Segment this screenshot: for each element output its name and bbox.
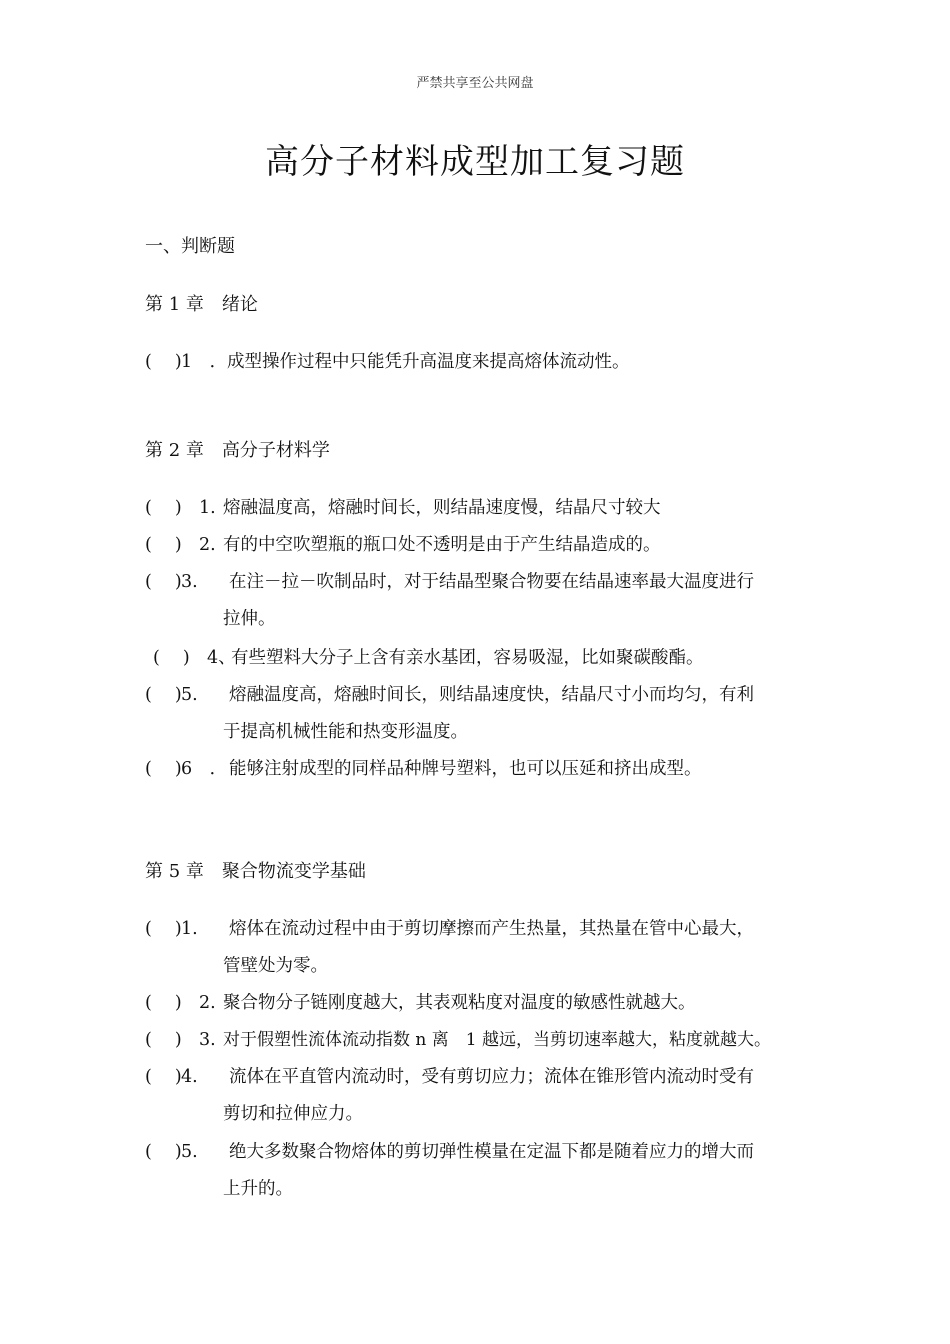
question-number: 2. (199, 993, 216, 1013)
question-number: 4. (181, 1067, 198, 1087)
question-continuation: 管壁处为零。 (223, 956, 328, 976)
answer-blank: ( ) (145, 535, 182, 555)
question-number: 6 ． (181, 759, 228, 779)
question-text: 熔融温度高，熔融时间长，则结晶速度慢，结晶尺寸较大 (223, 498, 661, 518)
question-text: 成型操作过程中只能凭升高温度来提高熔体流动性。 (227, 352, 630, 372)
chapter-heading-2: 第 2 章 高分子材料学 (145, 440, 330, 461)
chapter-heading-1: 第 1 章 绪论 (145, 294, 258, 315)
question-line (145, 751, 815, 787)
answer-blank: ( ) (145, 993, 182, 1013)
question-text: 流体在平直管内流动时，受有剪切应力；流体在锥形管内流动时受有 (229, 1067, 754, 1087)
question-number: 2. (199, 535, 216, 555)
question-line (145, 527, 815, 563)
question-line (145, 344, 815, 380)
page-title: 高分子材料成型加工复习题 (265, 142, 685, 182)
question-line (145, 490, 815, 526)
question-text: 聚合物分子链刚度越大，其表观粘度对温度的敏感性就越大。 (223, 993, 696, 1013)
answer-blank: ( ) (145, 572, 182, 592)
question-continuation: 于提高机械性能和热变形温度。 (223, 722, 468, 742)
question-line (145, 985, 815, 1021)
section-heading: 一、判断题 (145, 236, 235, 257)
question-continuation: 拉伸。 (223, 609, 276, 629)
question-text: 有的中空吹塑瓶的瓶口处不透明是由于产生结晶造成的。 (223, 535, 661, 555)
question-text: 在注－拉－吹制品时，对于结晶型聚合物要在结晶速率最大温度进行 (229, 572, 754, 592)
question-line (153, 640, 823, 676)
question-text: 熔体在流动过程中由于剪切摩擦而产生热量，其热量在管中心最大， (229, 919, 754, 939)
question-line (145, 677, 815, 713)
chapter-heading-5: 第 5 章 聚合物流变学基础 (145, 861, 366, 882)
question-line (145, 1059, 815, 1095)
question-text: 熔融温度高，熔融时间长，则结晶速度快，结晶尺寸小而均匀，有利 (229, 685, 754, 705)
question-text: 有些塑料大分子上含有亲水基团，容易吸湿，比如聚碳酸酯。 (231, 648, 704, 668)
answer-blank: ( ) (145, 1067, 182, 1087)
answer-blank: ( ) (145, 498, 182, 518)
answer-blank: ( ) (145, 352, 182, 372)
question-text: 能够注射成型的同样品种牌号塑料，也可以压延和挤出成型。 (229, 759, 702, 779)
question-number: 1 ． (181, 352, 228, 372)
answer-blank: ( ) (145, 919, 182, 939)
question-number: 3. (181, 572, 198, 592)
answer-blank: ( ) (145, 1142, 182, 1162)
question-text: 绝大多数聚合物熔体的剪切弹性模量在定温下都是随着应力的增大而 (229, 1142, 754, 1162)
question-number: 1. (199, 498, 216, 518)
answer-blank: ( ) (145, 759, 182, 779)
question-number: 5. (181, 685, 198, 705)
header-note: 严禁共享至公共网盘 (416, 76, 534, 91)
question-continuation: 上升的。 (223, 1179, 293, 1199)
question-number: 4、 (207, 648, 236, 668)
question-line (145, 1022, 815, 1058)
question-line (145, 564, 815, 600)
answer-blank: ( ) (153, 648, 190, 668)
question-line (145, 1134, 815, 1170)
answer-blank: ( ) (145, 685, 182, 705)
question-line (145, 911, 815, 947)
question-number: 3. (199, 1030, 216, 1050)
question-text: 对于假塑性流体流动指数 n 离 1 越远，当剪切速率越大，粘度就越大。 (223, 1030, 771, 1050)
question-number: 5. (181, 1142, 198, 1162)
question-continuation: 剪切和拉伸应力。 (223, 1104, 363, 1124)
answer-blank: ( ) (145, 1030, 182, 1050)
question-number: 1. (181, 919, 198, 939)
